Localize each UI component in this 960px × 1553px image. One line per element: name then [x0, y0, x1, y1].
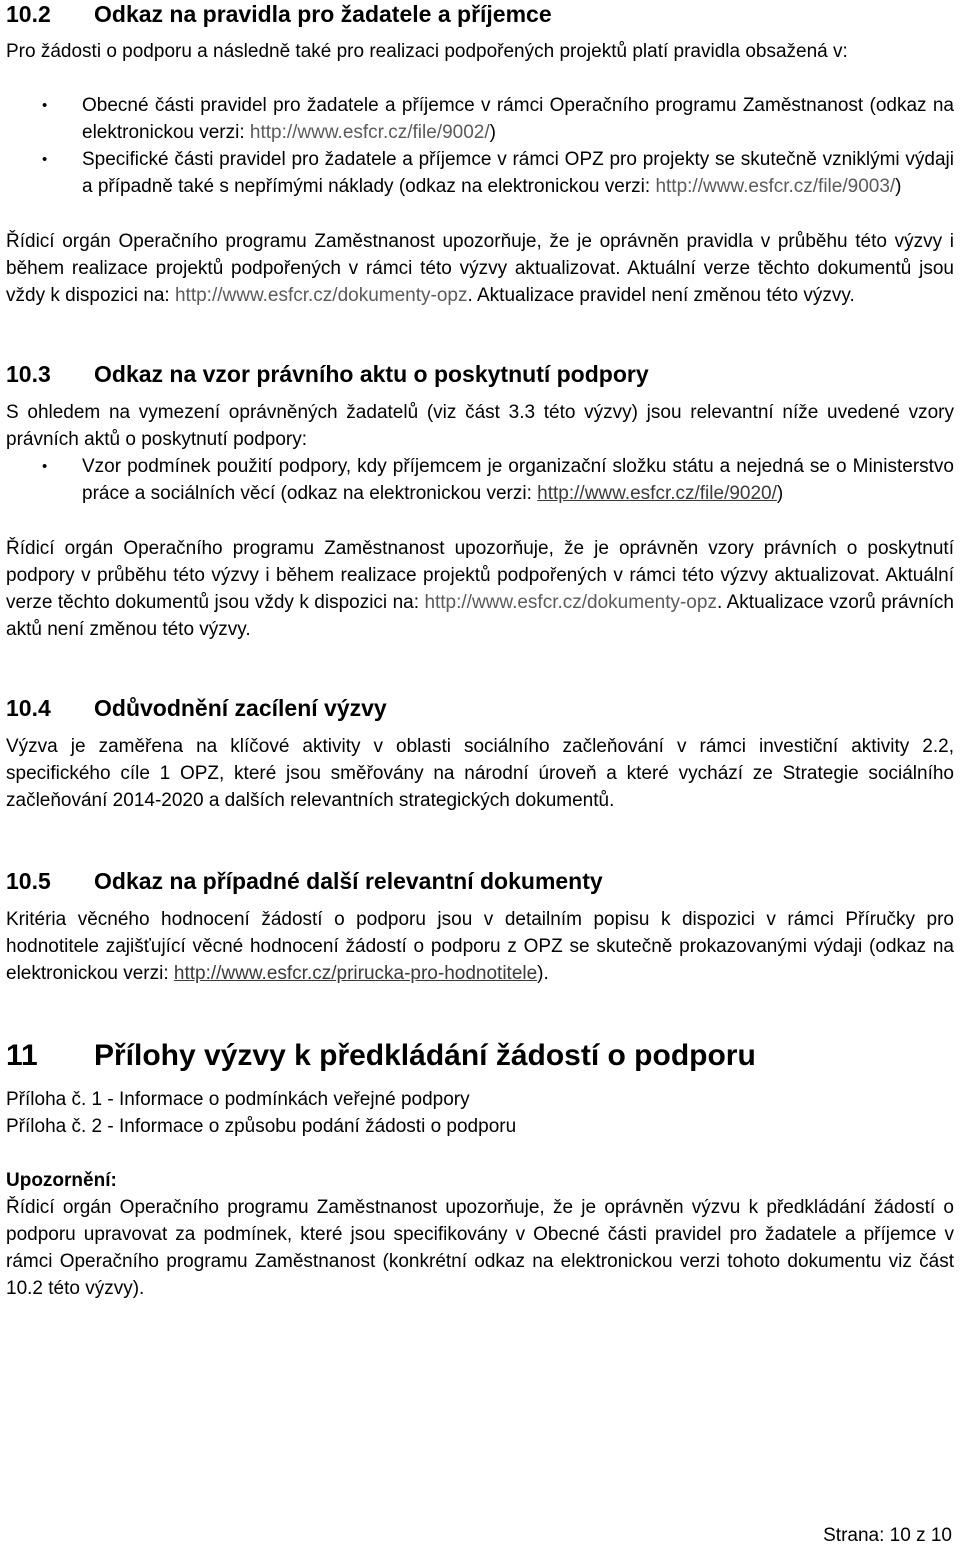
list-item-text [82, 453, 954, 507]
list-item [6, 146, 954, 200]
paragraph-intro-10-2: Pro žádosti o podporu a následně také pro realizaci podpořených projektů platí pravidla obsažená v: [6, 41, 848, 62]
list-item-end: ) [776, 483, 784, 504]
section-number: 10.2 [6, 1, 51, 27]
section-heading-10-2 [6, 0, 552, 28]
section-title: Přílohy výzvy k předkládání žádostí o podporu [94, 1039, 756, 1072]
handbook-link[interactable]: http://www.esfcr.cz/prirucka-pro-hodnotitele [173, 963, 538, 984]
paragraph-text: Kritéria věcného hodnocení žádostí o podporu jsou v detailním popisu k dispozici v rámci Příručky pro hodnotitele zajišťující věcné hodnocení žádostí o podporu z OPZ se skutečně prokazovanými výdaji (odkaz na elektronickou verzi: [6, 909, 954, 984]
warning-text: Řídicí orgán Operačního programu Zaměstnanost upozorňuje, že je oprávněn výzvu k předkládání žádostí o podporu upravovat za podmínek, které jsou specifikovány v Obecné části pravidel pro žadatele a příjemce v rámci Operačního programu Zaměstnanost (konkrétní odkaz na elektronickou verzi tohoto dokumentu viz část 10.2 této výzvy). [6, 1197, 954, 1299]
attachment-1: Příloha č. 1 - Informace o podmínkách veřejné podpory [6, 1089, 470, 1110]
list-item-text [82, 92, 954, 146]
page-footer: Strana: 10 z 10 [823, 1525, 952, 1546]
documents-link[interactable]: http://www.esfcr.cz/dokumenty-opz [424, 592, 717, 613]
legal-act-list [6, 453, 954, 507]
paragraph-update-10-2 [6, 228, 954, 309]
paragraph-10-5 [6, 906, 954, 987]
list-item [6, 453, 954, 507]
legal-act-template-link[interactable]: http://www.esfcr.cz/file/9020/ [537, 483, 777, 504]
section-heading-11 [6, 1038, 756, 1074]
list-item-label: Obecné části pravidel pro žadatele a příjemce v rámci Operačního programu Zaměstnanost (odkaz na elektronickou verzi: [82, 95, 954, 143]
section-number: 10.5 [6, 868, 51, 894]
list-item-end: ) [489, 122, 496, 143]
list-item-label: Vzor podmínek použití podpory, kdy příjemcem je organizační složku státu a nejedná se o Ministerstvo práce a sociálních věcí (odkaz na elektronickou verzi: [82, 456, 954, 504]
list-item-label: Specifické části pravidel pro žadatele a příjemce v rámci OPZ pro projekty se skutečně vzniklými výdaji a případně také s nepřímými náklady (odkaz na elektronickou verzi: [82, 149, 954, 197]
paragraph-text: Řídicí orgán Operačního programu Zaměstnanost upozorňuje, že je oprávněn vzory právních o poskytnutí podpory v průběhu této výzvy i během realizace projektů podpořených v rámci této výzvy aktualizovat. Aktuální verze těchto dokumentů jsou vždy k dispozici na: [6, 538, 954, 613]
rules-specific-link[interactable]: http://www.esfcr.cz/file/9003/ [655, 176, 896, 197]
paragraph-end: . Aktualizace vzorů právních aktů není změnou této výzvy. [6, 592, 954, 640]
bullet-icon: • [42, 97, 48, 114]
bullet-icon: • [42, 458, 48, 475]
attachment-2: Příloha č. 2 - Informace o způsobu podání žádosti o podporu [6, 1116, 517, 1137]
list-item-end: ) [895, 176, 902, 197]
list-item [6, 92, 954, 146]
section-number: 10.3 [6, 361, 51, 387]
paragraph-end: . Aktualizace pravidel není změnou této výzvy. [467, 285, 855, 306]
section-heading-10-4 [6, 694, 387, 722]
paragraph-end: ). [537, 963, 549, 984]
list-item-text [82, 146, 954, 200]
paragraph-update-10-3 [6, 535, 954, 643]
section-number: 11 [6, 1039, 38, 1072]
section-title: Odkaz na případné další relevantní dokumenty [94, 868, 603, 894]
paragraph-intro-10-3: S ohledem na vymezení oprávněných žadatelů (viz část 3.3 této výzvy) jsou relevantní níže uvedené vzory právních aktů o poskytnutí podpory: [6, 402, 954, 450]
paragraph-text: Řídicí orgán Operačního programu Zaměstnanost upozorňuje, že je oprávněn pravidla v průběhu této výzvy i během realizace projektů podpořených v rámci této výzvy aktualizovat. Aktuální verze těchto dokumentů jsou vždy k dispozici na: [6, 231, 954, 306]
warning-label: Upozornění: [6, 1170, 117, 1191]
section-heading-10-3 [6, 360, 649, 388]
section-title: Odkaz na pravidla pro žadatele a příjemce [94, 1, 552, 27]
bullet-icon: • [42, 151, 48, 168]
section-title: Odůvodnění zacílení výzvy [94, 695, 387, 721]
section-heading-10-5 [6, 867, 603, 895]
rules-list [6, 92, 954, 200]
documents-link[interactable]: http://www.esfcr.cz/dokumenty-opz [174, 285, 468, 306]
section-title: Odkaz na vzor právního aktu o poskytnutí podpory [94, 361, 649, 387]
section-number: 10.4 [6, 695, 51, 721]
paragraph-10-4: Výzva je zaměřena na klíčové aktivity v oblasti sociálního začleňování v rámci investiční aktivity 2.2, specifického cíle 1 OPZ, které jsou směřovány na národní úroveň a které vychází ze Strategie sociálního začleňování 2014-2020 a dalších relevantních strategických dokumentů. [6, 736, 954, 811]
rules-general-link[interactable]: http://www.esfcr.cz/file/9002/ [249, 122, 490, 143]
